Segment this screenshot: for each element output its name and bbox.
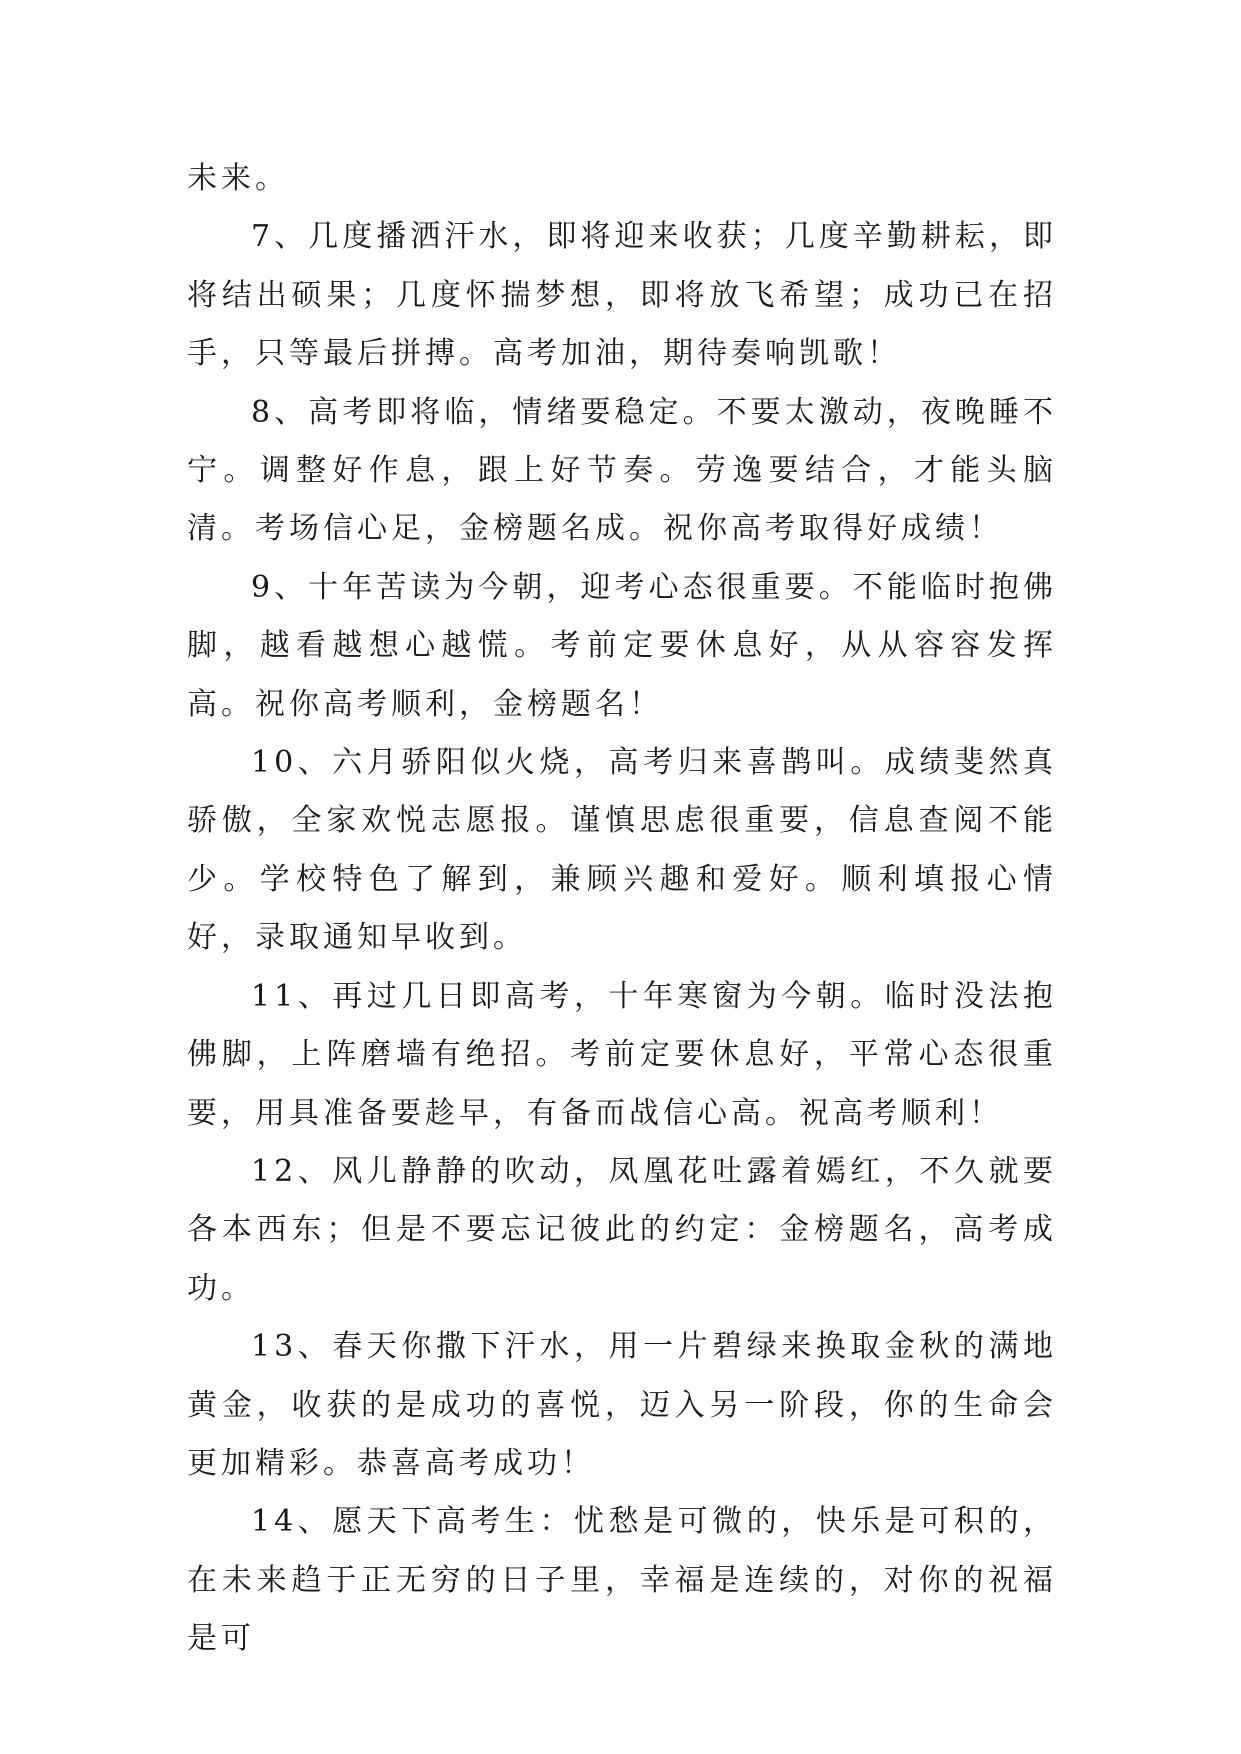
paragraph-item-8: 8、高考即将临，情绪要稳定。不要太激动，夜晚睡不宁。调整好作息，跟上好节奏。劳逸要结合，才能头脑清。考场信心足，金榜题名成。祝你高考取得好成绩！ (187, 394, 1057, 547)
paragraph-item-13: 13、春天你撒下汗水，用一片碧绿来换取金秋的满地黄金，收获的是成功的喜悦，迈入另一阶段，你的生命会更加精彩。恭喜高考成功！ (187, 1329, 1057, 1481)
paragraph-item-12: 12、风儿静静的吹动，凤凰花吐露着嫣红，不久就要各本西东；但是不要忘记彼此的约定：金榜题名，高考成功。 (187, 1153, 1057, 1306)
paragraph-item-10: 10、六月骄阳似火烧，高考归来喜鹊叫。成绩斐然真骄傲，全家欢悦志愿报。谨慎思虑很重要，信息查阅不能少。学校特色了解到，兼顾兴趣和爱好。顺利填报心情好，录取通知早收到。 (187, 745, 1057, 956)
paragraph-item-11: 11、再过几日即高考，十年寒窗为今朝。临时没法抱佛脚，上阵磨墙有绝招。考前定要休息好，平常心态很重要，用具准备要趁早，有备而战信心高。祝高考顺利！ (187, 978, 1057, 1131)
paragraph-continuation: 未来。 (187, 161, 289, 196)
paragraph-item-7: 7、几度播洒汗水，即将迎来收获；几度辛勤耕耘，即将结出硕果；几度怀揣梦想，即将放飞希望；成功已在招手，只等最后拼搏。高考加油，期待奏响凯歌！ (187, 219, 1057, 372)
paragraph-item-9: 9、十年苦读为今朝，迎考心态很重要。不能临时抱佛脚，越看越想心越慌。考前定要休息好，从从容容发挥高。祝你高考顺利，金榜题名！ (187, 569, 1057, 722)
document-body (187, 150, 1057, 1669)
paragraph-item-14: 14、愿天下高考生：忧愁是可微的，快乐是可积的，在未来趋于正无穷的日子里，幸福是连续的，对你的祝福是可 (187, 1504, 1057, 1657)
